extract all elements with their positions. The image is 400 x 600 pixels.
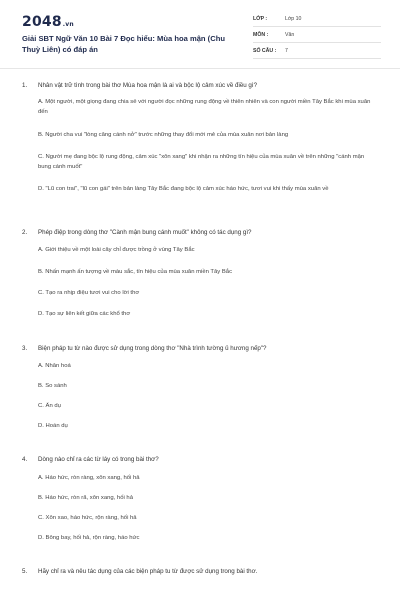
site-logo[interactable] <box>22 14 74 30</box>
meta-value-question-count: 7 <box>285 48 288 54</box>
option-2a[interactable]: A. Giới thiệu về một loài cây chỉ được trồng ở vùng Tây Bắc <box>38 247 195 253</box>
meta-value-class: Lớp 10 <box>285 16 302 22</box>
question-number: 4. <box>22 456 28 463</box>
question-text: Hãy chỉ ra và nêu tác dụng của các biện pháp tu từ được sử dụng trong bài thơ. <box>38 568 258 575</box>
question-text: Phép điệp trong dòng thơ "Cành mận bung cánh muốt" không có tác dụng gì? <box>38 229 252 236</box>
meta-row-question-count <box>253 46 381 59</box>
meta-key-subject: MÔN : <box>253 32 269 38</box>
header-divider <box>0 68 400 69</box>
document-title: Giải SBT Ngữ Văn 10 Bài 7 Đọc hiểu: Mùa hoa mận (Chu Thuỳ Liên) có đáp án <box>22 34 225 54</box>
option-2d[interactable]: D. Tạo sự liên kết giữa các khổ thơ <box>38 311 131 317</box>
page-header <box>0 0 400 66</box>
question-text: Nhân vật trữ tình trong bài thơ Mùa hoa mận là ai và bộc lộ cảm xúc về điều gì? <box>38 82 258 89</box>
meta-panel <box>253 14 381 62</box>
option-1a[interactable]: A. Một người, một giọng đang chia sẻ với người đọc những rung động về thiên nhiên và con người miền Tây Bắc khi mùa xuân đến <box>38 99 371 115</box>
question-text: Biện pháp tu từ nào được sử dụng trong dòng thơ "Nhà trình tường ủ hương nếp"? <box>38 345 267 352</box>
option-3c[interactable]: C. Ẩn dụ <box>38 403 61 409</box>
meta-key-question-count: SỐ CÂU : <box>253 48 277 54</box>
option-4c[interactable]: C. Xôn xao, háo hức, rộn ràng, hối hả <box>38 515 137 521</box>
meta-value-subject: Văn <box>285 32 295 38</box>
meta-key-class: LỚP : <box>253 16 268 22</box>
logo-tld: .vn <box>62 21 74 28</box>
option-2c[interactable]: C. Tạo ra nhịp điệu tươi vui cho lời thơ <box>38 290 140 296</box>
option-4a[interactable]: A. Háo hức, ròn ràng, xôn xang, hối hả <box>38 475 140 481</box>
option-4d[interactable]: D. Bông bay, hối hả, rộn ràng, háo hức <box>38 535 140 541</box>
meta-row-class <box>253 14 381 27</box>
question-number: 1. <box>22 82 28 89</box>
option-4b[interactable]: B. Háo hức, ròn rã, xôn xang, hối hả <box>38 495 133 501</box>
question-number: 5. <box>22 568 28 575</box>
option-1b[interactable]: B. Người cha vui "lòng căng cánh nở" trước những thay đổi mới mẻ của mùa xuân nơi bản làng <box>38 132 289 138</box>
option-1c[interactable]: C. Người mẹ đang bộc lộ rung động, cảm xúc "xôn xang" khi nhận ra những tín hiệu của mùa xuân về trên những "cánh mận bung cánh muốt" <box>38 154 365 170</box>
option-3b[interactable]: B. So sánh <box>38 383 67 389</box>
question-number: 2. <box>22 229 28 236</box>
option-1d[interactable]: D. "Lũ con trai", "lũ con gái" trên bản làng Tây Bắc đang bộc lộ cảm xúc háo hức, tươi vui khi thấy mùa xuân về <box>38 186 329 192</box>
logo-text: 2048 <box>22 14 62 30</box>
question-number: 3. <box>22 345 28 352</box>
option-2b[interactable]: B. Nhấn mạnh ấn tượng về màu sắc, tín hiệu của mùa xuân miền Tây Bắc <box>38 269 233 275</box>
question-text: Dòng nào chỉ ra các từ láy có trong bài thơ? <box>38 456 159 463</box>
option-3a[interactable]: A. Nhân hoá <box>38 363 71 369</box>
option-3d[interactable]: D. Hoán dụ <box>38 423 68 429</box>
meta-row-subject <box>253 30 381 43</box>
